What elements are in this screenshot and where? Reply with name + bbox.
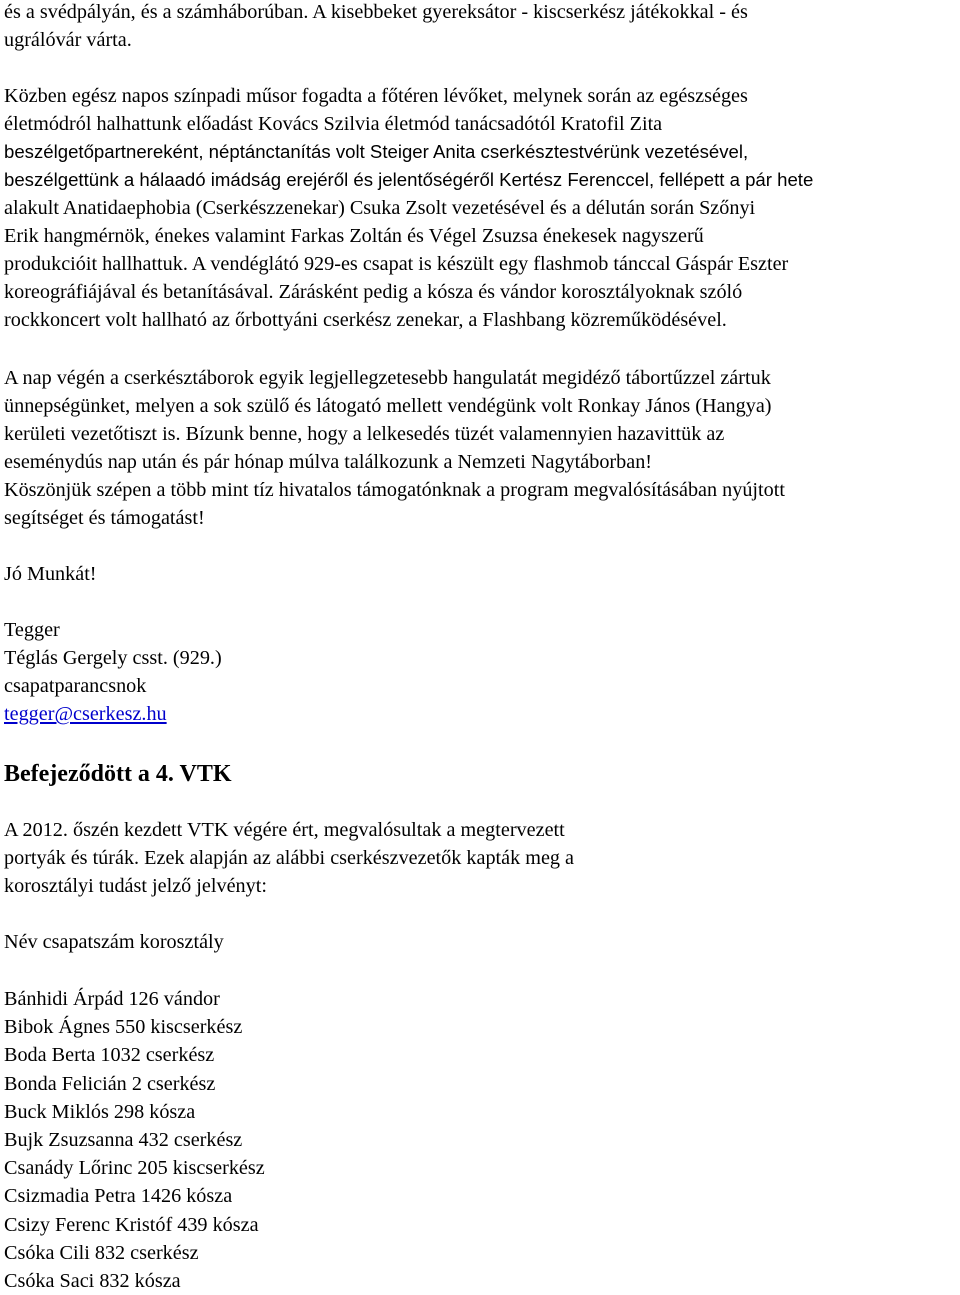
closing-line-3: kerületi vezetőtiszt is. Bízunk benne, hogy a lelkesedés tüzét valamennyien hazavittük az [4, 423, 725, 445]
list-item: Buck Miklós 298 kósza [4, 1100, 196, 1123]
signature-role: csapatparancsnok [4, 675, 147, 697]
section-line-2: portyák és túrák. Ezek alapján az alábbi cserkészvezetők kapták meg a [4, 847, 575, 869]
signature-name: Téglás Gergely csst. (929.) [4, 647, 222, 669]
signature-email-link[interactable] [4, 701, 167, 727]
program-line-6: Erik hangmérnök, énekes valamint Farkas Zoltán és Végel Zsuzsa énekesek nagyszerű [4, 225, 704, 247]
section-line-3: korosztályi tudást jelző jelvényt: [4, 875, 267, 897]
program-line-5: alakult Anatidaephobia (Cserkészzenekar) Csuka Zsolt vezetésével és a délután során Szőnyi [4, 197, 756, 219]
program-line-3: beszélgetőpartnereként, néptánctanítás volt Steiger Anita cserkésztestvérünk vezetésével, [4, 141, 749, 162]
program-line-9: rockkoncert volt hallható az őrbottyáni cserkész zenekar, a Flashbang közreműködésével. [4, 309, 727, 331]
list-item: Bánhidi Árpád 126 vándor [4, 988, 220, 1010]
list-item: Csizy Ferenc Kristóf 439 kósza [4, 1213, 259, 1236]
list-item: Bibok Ágnes 550 kiscserkész [4, 1016, 243, 1039]
table-header: Név csapatszám korosztály [4, 931, 224, 953]
closing-line-2: ünnepségünket, melyen a sok szülő és látogató mellett vendégünk volt Ronkay János (Hangya) [4, 395, 772, 417]
list-item: Csizmadia Petra 1426 kósza [4, 1185, 233, 1208]
member-list [4, 985, 265, 1295]
program-line-7: produkcióit hallhattuk. A vendéglátó 929-es csapat is készült egy flashmob tánccal Gáspár Eszter [4, 253, 789, 275]
section-heading: Befejeződött a 4. VTK [4, 761, 232, 787]
program-line-1: Közben egész napos színpadi műsor fogadta a főtéren lévőket, melynek során az egészséges [4, 85, 748, 107]
program-line-8: koreográfiájával és betanításával. Zárásként pedig a kósza és vándor korosztályoknak szóló [4, 281, 743, 303]
list-item: Bujk Zsuzsanna 432 cserkész [4, 1128, 243, 1151]
closing-line-6: segítséget és támogatást! [4, 507, 205, 529]
list-item: Csóka Saci 832 kósza [4, 1269, 181, 1292]
list-item: Boda Berta 1032 cserkész [4, 1044, 215, 1067]
greeting: Jó Munkát! [4, 563, 97, 585]
program-line-2: életmódról halhattunk előadást Kovács Szilvia életmód tanácsadótól Kratofil Zita [4, 113, 663, 135]
email-link[interactable]: tegger@cserkesz.hu [4, 703, 167, 725]
program-line-4: beszélgettünk a hálaadó imádság erejéről és jelentőségéről Kertész Ferenccel, fellépett a pár hete [4, 169, 814, 190]
closing-line-4: eseménydús nap után és pár hónap múlva találkozunk a Nemzeti Nagytáborban! [4, 451, 653, 473]
list-item: Bonda Felicián 2 cserkész [4, 1072, 216, 1095]
closing-line-5: Köszönjük szépen a több mint tíz hivatalos támogatónknak a program megvalósításában nyújtott [4, 479, 785, 501]
section-line-1: A 2012. őszén kezdett VTK végére ért, megvalósultak a megtervezett [4, 819, 565, 841]
list-item: Csanády Lőrinc 205 kiscserkész [4, 1157, 265, 1180]
closing-line-1: A nap végén a cserkésztáborok egyik legjellegzetesebb hangulatát megidéző tábortűzzel zártuk [4, 367, 771, 389]
signature-nickname: Tegger [4, 619, 60, 641]
intro-line-2: ugrálóvár várta. [4, 29, 132, 51]
list-item: Csóka Cili 832 cserkész [4, 1241, 199, 1264]
intro-line-1: és a svédpályán, és a számháborúban. A kisebbeket gyereksátor - kiscserkész játékokkal - és [4, 1, 748, 23]
